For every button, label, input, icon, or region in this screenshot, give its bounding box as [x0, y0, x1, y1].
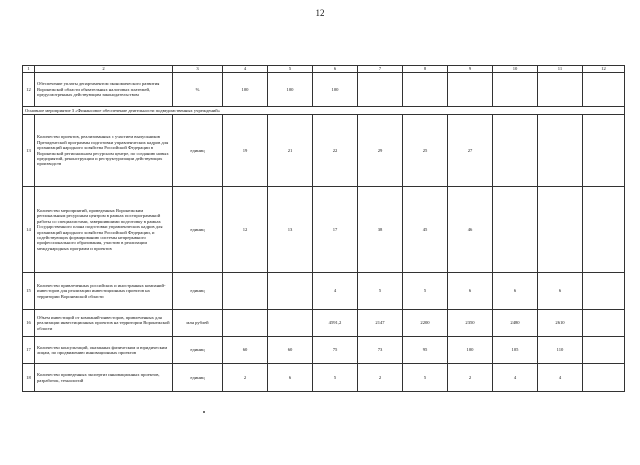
value-cell: 25	[403, 115, 448, 187]
indicator-name: Количество привлеченных российских и иностранных компаний-инвесторов для реализации инвестиционных проектов на территории Воронежской области	[35, 273, 173, 310]
value-cell: 2	[358, 364, 403, 392]
unit-cell: %	[173, 73, 223, 107]
indicator-name: Количество проведенных экспертиз инновационных проектов, разработок, технологий	[35, 364, 173, 392]
row-number: 14	[23, 187, 35, 273]
value-cell: 5	[403, 364, 448, 392]
value-cell: 17	[313, 187, 358, 273]
header-cell: 5	[268, 66, 313, 73]
value-cell: 19	[223, 115, 268, 187]
value-cell: 5	[358, 273, 403, 310]
indicator-name: Количество проектов, реализованных с участием выпускников Президентской программы подготовки управленческих кадров для организаций народного хозяйства Российской Федерации в Воронежской региональном ресурсном центре, по созданию новых предприятий, реконструкции и реструктуризации действующих производств	[35, 115, 173, 187]
header-row	[23, 66, 625, 73]
row-number: 12	[23, 73, 35, 107]
value-cell	[493, 115, 538, 187]
value-cell: 75	[313, 337, 358, 364]
value-cell: 100	[313, 73, 358, 107]
unit-cell: единиц	[173, 187, 223, 273]
row-number: 15	[23, 273, 35, 310]
header-cell: 10	[493, 66, 538, 73]
value-cell	[223, 310, 268, 337]
value-cell: 105	[493, 337, 538, 364]
value-cell	[583, 310, 625, 337]
value-cell	[538, 73, 583, 107]
value-cell: 22	[313, 115, 358, 187]
value-cell: 2350	[448, 310, 493, 337]
value-cell	[583, 73, 625, 107]
table-row	[23, 310, 625, 337]
value-cell	[583, 364, 625, 392]
table-row	[23, 73, 625, 107]
value-cell: 4	[538, 364, 583, 392]
header-cell: 12	[583, 66, 625, 73]
row-number: 17	[23, 337, 35, 364]
value-cell: 27	[448, 115, 493, 187]
unit-cell: млн рублей	[173, 310, 223, 337]
header-cell: 1	[23, 66, 35, 73]
table-row	[23, 364, 625, 392]
header-cell: 8	[403, 66, 448, 73]
value-cell	[493, 187, 538, 273]
header-cell: 4	[223, 66, 268, 73]
value-cell	[493, 73, 538, 107]
value-cell	[223, 273, 268, 310]
value-cell: 2200	[403, 310, 448, 337]
unit-cell: единиц	[173, 337, 223, 364]
value-cell	[268, 310, 313, 337]
value-cell: 110	[538, 337, 583, 364]
value-cell	[268, 273, 313, 310]
row-number: 13	[23, 115, 35, 187]
value-cell	[538, 115, 583, 187]
value-cell	[583, 187, 625, 273]
table-row	[23, 273, 625, 310]
section-row	[23, 107, 625, 115]
value-cell: 95	[403, 337, 448, 364]
scan-speck	[203, 411, 205, 413]
value-cell: 60	[223, 337, 268, 364]
value-cell: 45	[403, 187, 448, 273]
value-cell: 6	[493, 273, 538, 310]
value-cell: 46	[448, 187, 493, 273]
value-cell: 100	[223, 73, 268, 107]
header-cell: 7	[358, 66, 403, 73]
header-cell: 2	[35, 66, 173, 73]
table-row	[23, 187, 625, 273]
value-cell: 4	[493, 364, 538, 392]
value-cell: 21	[268, 115, 313, 187]
indicator-name: Объем инвестиций от компаний-инвесторов, привлеченных для реализации инвестиционных проектов на территории Воронежской области	[35, 310, 173, 337]
value-cell: 2	[448, 364, 493, 392]
value-cell	[403, 73, 448, 107]
value-cell: 6	[448, 273, 493, 310]
value-cell: 2480	[493, 310, 538, 337]
row-number: 18	[23, 364, 35, 392]
value-cell: 60	[268, 337, 313, 364]
header-cell: 6	[313, 66, 358, 73]
indicator-name: Количество мероприятий, проведенных Воронежским региональным ресурсным центром в рамках постпрограммной работы со специалистами, завершившими подготовку в рамках Государственного плана подготовки управленческих кадров для организаций народного хозяйства Российской Федерации, и содействующих формированию системы непрерывного профессионального образования, участию в реализации международных программ и проектов	[35, 187, 173, 273]
section-label: Основное мероприятие 3 «Финансовое обеспечение деятельности подведомственных учреждений»	[23, 107, 625, 115]
unit-cell: единиц	[173, 364, 223, 392]
value-cell	[583, 337, 625, 364]
value-cell	[448, 73, 493, 107]
value-cell: 100	[448, 337, 493, 364]
header-cell: 3	[173, 66, 223, 73]
value-cell: 4	[313, 273, 358, 310]
value-cell: 6	[538, 273, 583, 310]
value-cell	[538, 187, 583, 273]
value-cell: 2610	[538, 310, 583, 337]
unit-cell: единиц	[173, 115, 223, 187]
value-cell: 5	[313, 364, 358, 392]
value-cell: 38	[358, 187, 403, 273]
page-number: 12	[315, 8, 325, 18]
value-cell: 2147	[358, 310, 403, 337]
indicator-name: Количество консультаций, оказанных физическим и юридическим лицам, по продвижению инновационных проектов	[35, 337, 173, 364]
value-cell	[583, 115, 625, 187]
value-cell	[358, 73, 403, 107]
value-cell: 13	[268, 187, 313, 273]
indicators-table	[22, 65, 625, 392]
table-row	[23, 115, 625, 187]
unit-cell: единиц	[173, 273, 223, 310]
value-cell	[583, 273, 625, 310]
table-row	[23, 337, 625, 364]
value-cell: 6	[268, 364, 313, 392]
value-cell: 29	[358, 115, 403, 187]
header-cell: 11	[538, 66, 583, 73]
value-cell: 73	[358, 337, 403, 364]
value-cell: 4591,2	[313, 310, 358, 337]
indicator-name: Обеспечение уплаты департаментом экономического развития Воронежской области обязательных налоговых платежей, предусмотренных действующим законодательством	[35, 73, 173, 107]
value-cell: 12	[223, 187, 268, 273]
value-cell: 2	[223, 364, 268, 392]
row-number: 16	[23, 310, 35, 337]
header-cell: 9	[448, 66, 493, 73]
value-cell: 5	[403, 273, 448, 310]
value-cell: 100	[268, 73, 313, 107]
